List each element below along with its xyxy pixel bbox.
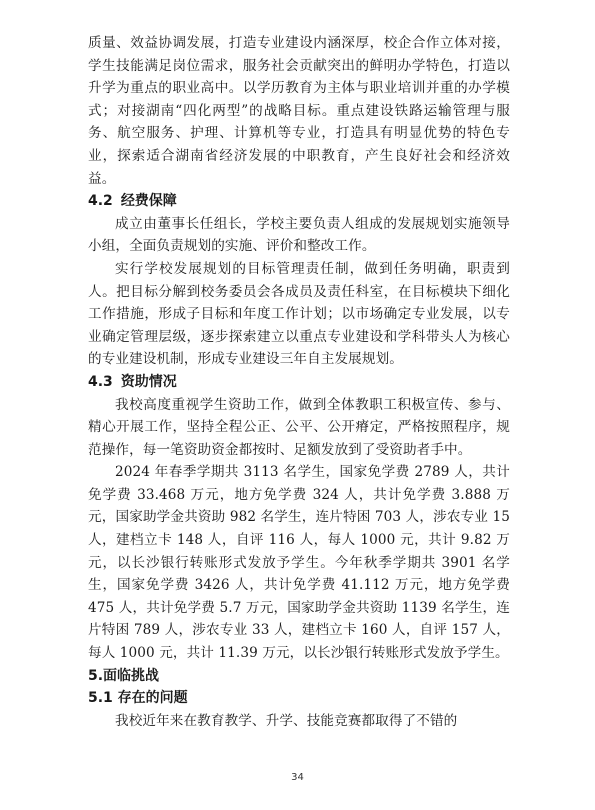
body-paragraph: 质量、效益协调发展，打造专业建设内涵深厚，校企合作立体对接，学生技能满足岗位需求，服务社会贡献突出的鲜明办学特色，打造以升学为重点的职业高中。以学历教育为主体与职业培训并重的办学模式；对接湖南“四化两型”的战略目标。重点建设铁路运输管理与服务、航空服务、护理、计算机等专业，打造具有明显优势的特色专业，探索适合湖南省经济发展的中职教育，产生良好社会和经济效益。 — [88, 35, 510, 187]
body-paragraph: 我校高度重视学生资助工作，做到全体教职工积极宣传、参与、精心开展工作，坚持全程公正、公平、公开瘠定，严格按照程序，规范操作，每一笔资助资金都按时、足额发放到了受资助者手中。 — [88, 396, 510, 458]
page-number: 34 — [291, 772, 304, 783]
section-heading-4-3 — [88, 371, 510, 394]
section-number: 4.2 — [88, 193, 113, 210]
body-paragraph: 我校近年来在教育教学、升学、技能竞赛都取得了不错的 — [115, 712, 458, 729]
page-content — [88, 32, 510, 732]
body-paragraph: 实行学校发展规划的目标管理责任制，做到任务明确，职责到人。把目标分解到校务委员会各成员及责任科室，在目标模块下细化工作措施，形成子目标和年度工作计划；以市场确定专业发展，以专业确定管理层级，逐步探索建立以重点专业建设和学科带头人为核心的专业建设机制，形成专业建设三年自主发展规划。 — [88, 260, 510, 368]
section-heading-4-2 — [88, 190, 510, 213]
body-paragraph: 成立由董事长任组长，学校主要负责人组成的发展规划实施领导小组，全面负责规划的实施、评价和整改工作。 — [88, 215, 510, 255]
section-heading-5-1: 5.1 存在的问题 — [88, 690, 188, 707]
section-heading-5: 5.面临挑战 — [88, 667, 160, 684]
body-paragraph: 2024 年春季学期共 3113 名学生，国家免学费 2789 人，共计免学费 33.468 万元，地方免学费 324 人，共计免学费 3.888 万元，国家助学金共资助 982 名学生，连片特困 703 人，涉农专业 15 人，建档立卡 148 人，自评 116 人，每人 1000 元，共计 9.82 万元，以长沙银行转账形式发放予学生。今年秋季学期共 3901 名学生，国家免学费 3426 人，共计免学费 41.112 万元，地方免学费 475 人，共计免学费 5.7 万元，国家助学金共资助 1139 名学生，连片特困 789 人，涉农专业 33 人，建档立卡 160 人，自评 157 人，每人 1000 元，共计 11.39 万元，以长沙银行转账形式发放予学生。 — [88, 464, 510, 662]
section-number: 4.3 — [88, 373, 113, 390]
section-title: 经费保障 — [120, 193, 177, 210]
section-title: 资助情况 — [120, 373, 177, 390]
